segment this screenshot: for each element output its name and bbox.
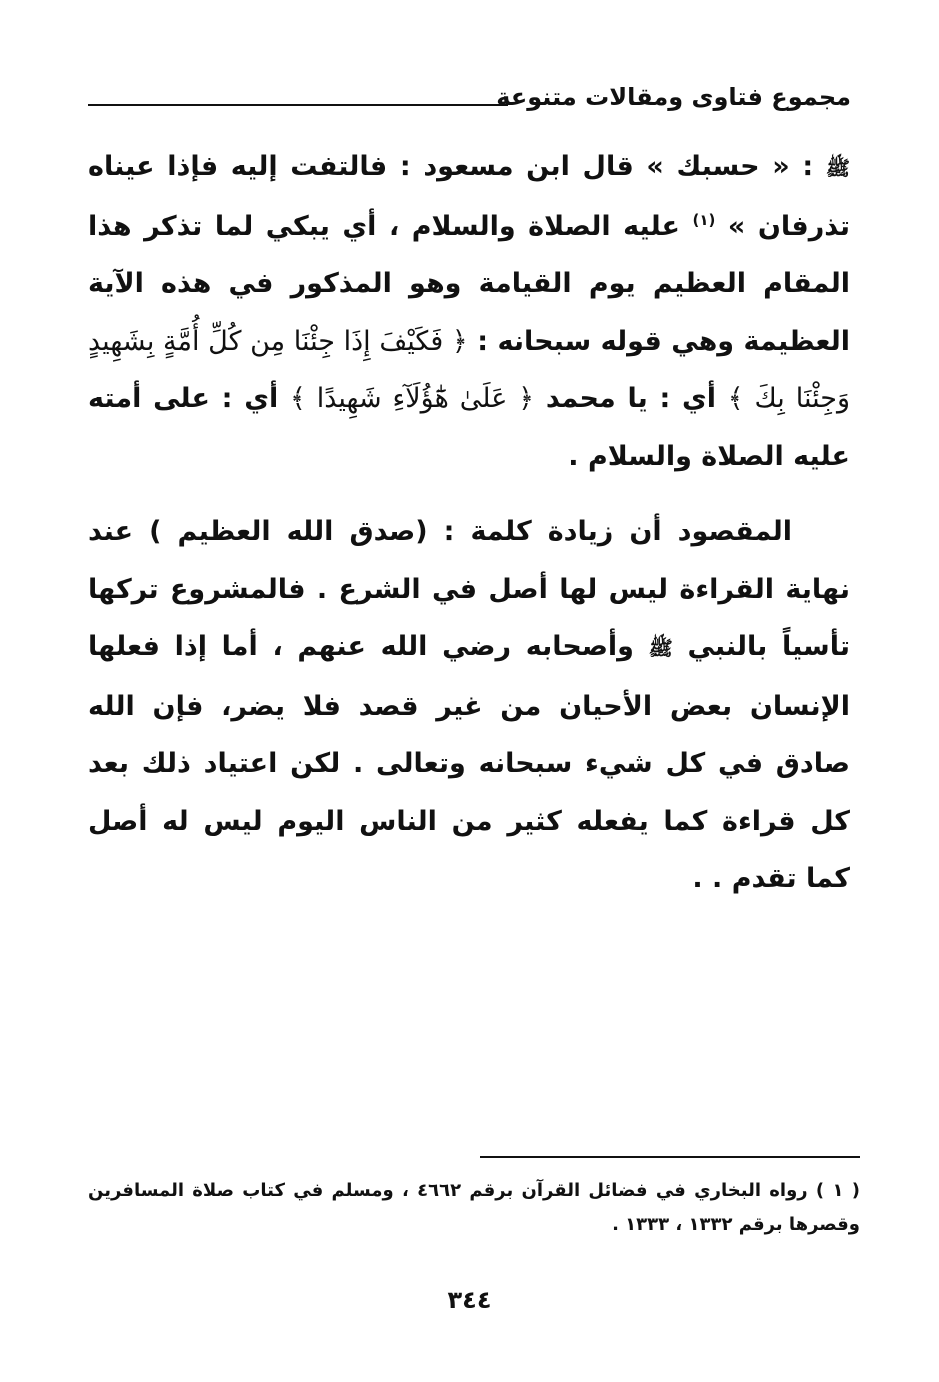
text-segment: : « (759, 151, 826, 182)
text-segment: أي : على أمته عليه الصلاة والسلام . (88, 383, 850, 472)
honorific-symbol: ﷺ (825, 156, 850, 180)
footnote: ( ١ ) رواه البخاري في فضائل القرآن برقم ٤٦٦٢ ، ومسلم في كتاب صلاة المسافرين وقصرها برقم ١٣٣٢ ، ١٣٣٣ . (88, 1180, 860, 1235)
page-number: ٣٤٤ (447, 1286, 492, 1314)
paragraph-2 (88, 503, 850, 908)
text-segment: وأصحابه رضي الله عنهم ، أما إذا فعلها الإنسان بعض الأحيان من غير قصد فلا يضر، فإن الله صادق في كل شيء سبحانه وتعالى . لكن اعتياد ذلك بعد كل قراءة كما يفعله كثير من الناس اليوم ليس له أصل كما تقدم . . (88, 631, 850, 894)
quran-verse: ﴿ فَكَيْفَ إِذَا جِئْنَا مِن كُلِّ أُمَّةٍ بِشَهِيدٍ وَجِئْنَا بِكَ ﴾ (88, 325, 851, 414)
text-segment: » قال ابن مسعود : فالتفت إليه فإذا عيناه تذرفان » (88, 151, 851, 242)
text-segment: المقصود أن زيادة كلمة : (صدق الله العظيم ) عند نهاية القراءة ليس لها أصل في الشرع . فالمشروع تركها تأسياً بالنبي (88, 516, 851, 662)
footnote-marker[interactable]: (١) (692, 210, 716, 229)
main-text (88, 138, 850, 908)
quran-verse: ﴿ عَلَىٰ هَٰٓؤُلَآءِ شَهِيدًا ﴾ (289, 383, 535, 414)
honorific-symbol: ﷺ (648, 636, 673, 660)
emphasized-word: حسبك (676, 151, 760, 182)
text-segment: عليه الصلاة والسلام ، أي يبكي لما تذكر هذا المقام العظيم يوم القيامة وهو المذكور في هذه الآية العظيمة وهي قوله سبحانه : (88, 210, 850, 357)
header-rule (88, 104, 508, 106)
running-header-title: مجموع فتاوى ومقالات متنوعة (496, 83, 851, 111)
paragraph-1 (88, 138, 850, 485)
footnote-rule (480, 1156, 860, 1158)
text-segment: أي : يا محمد (534, 383, 728, 414)
